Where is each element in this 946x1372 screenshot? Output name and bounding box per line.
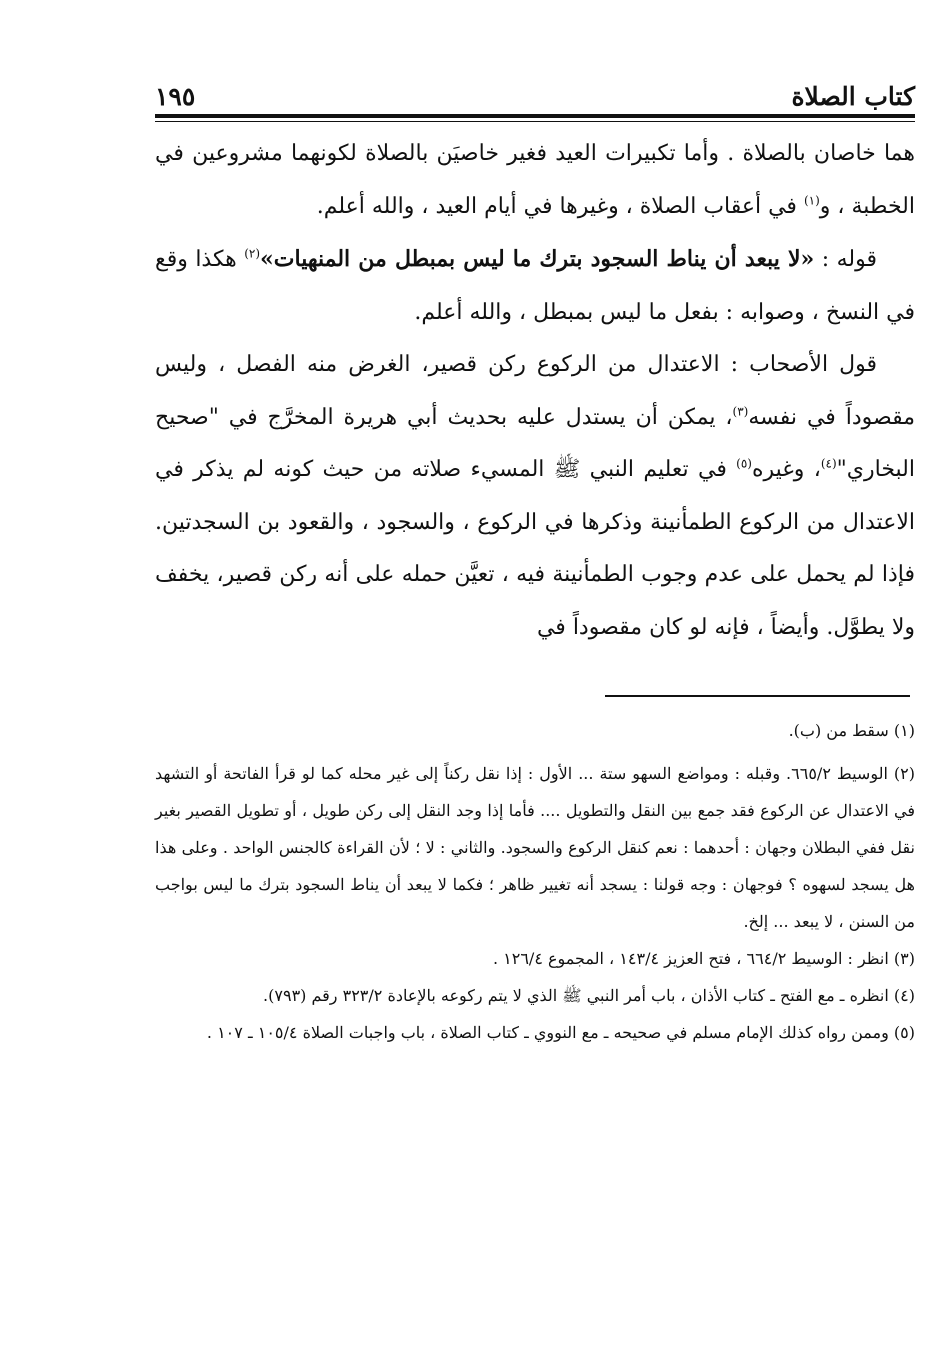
footnote-marker: (٤) [893, 986, 915, 1005]
chapter-title: كتاب الصلاة [791, 82, 915, 111]
paragraph-3-part-c: ، وغيره [751, 457, 821, 482]
footnote-ref-4: (٤) [820, 456, 837, 471]
paragraph-2-lead: قوله : [814, 247, 877, 272]
page-number: ١٩٥ [155, 82, 196, 111]
footnote-2 [155, 755, 915, 940]
paragraph-3-part-a: قول الأصحاب : الاعتدال من الركوع ركن قصير، الغرض منه الفصل ، وليس مقصوداً في نفسه [155, 352, 915, 430]
footnote-marker: (٢) [893, 764, 916, 783]
footnote-ref-2: (٢) [244, 246, 261, 261]
header-rule-thin [155, 121, 915, 122]
paragraph-2 [155, 233, 915, 339]
footnote-ref-5: (٥) [736, 456, 752, 471]
footnote-ref-3: (٣) [732, 404, 749, 419]
footnote-5 [155, 1014, 915, 1051]
footnote-text: وممن رواه كذلك الإمام مسلم في صحيحه ـ مع النووي ـ كتاب الصلاة ، باب واجبات الصلاة ١٠٥/٤ ـ ١٠٧ . [206, 1023, 889, 1042]
header-rule-thick [155, 114, 915, 118]
paragraph-3 [155, 339, 915, 654]
footnote-4 [155, 977, 915, 1014]
paragraph-3-part-b: ، يمكن أن يستدل عليه بحديث أبي هريرة المخرَّج في "صحيح البخاري" [155, 404, 915, 482]
main-text [155, 128, 915, 654]
quoted-text: «لا يبعد أن يناط السجود بترك ما ليس بمبطل من المنهيات» [260, 246, 815, 272]
footnote-text: انظر : الوسيط ٦٦٤/٢ ، فتح العزيز ١٤٣/٤ ، المجموع ١٢٦/٤ . [492, 949, 889, 968]
paragraph-1-tail: في أعقاب الصلاة ، وغيرها في أيام العيد ، والله أعلم. [316, 193, 804, 219]
footnote-text: سقط من (ب). [788, 721, 889, 740]
footnote-text: الوسيط ٦٦٥/٢. وقبله : ومواضع السهو ستة ... الأول : إذا نقل ركناً إلى غير محله كما لو قرأ الفاتحة أو التشهد في الاعتدال عن الركوع فقد جمع بين النقل والتطويل .... فأما إذا وجد النقل إلى ركن طويل ، أو تطويل القصير بغير نقل ففي البطلان وجهان : أحدهما : نعم كنقل الركوع والسجود. والثاني : لا ؛ لأن القراءة كالجنس الواحد . وعلى هذا هل يسجد لسهوه ؟ فوجهان : وجه قولنا : يسجد أنه تغيير ظاهر ؛ فكما لا يبعد أن يناط السجود بترك ما ليس بواجب من السنن ، لا يبعد ... إلخ. [155, 764, 916, 931]
footnote-text: انظره ـ مع الفتح ـ كتاب الأذان ، باب أمر النبي ﷺ الذي لا يتم ركوعه بالإعادة ٣٢٣/٢ رقم (٧٩٣). [263, 986, 889, 1005]
paragraph-3-part-d: في تعليم النبي ﷺ المسيء صلاته من حيث كونه لم يذكر في الاعتدال من الركوع الطمأنينة وذكرها في الركوع ، والسجود ، والقعود بن السجدتين. فإذا لم يحمل على عدم وجوب الطمأنينة فيه ، تعيَّن حمله على أنه ركن قصير، يخفف ولا يطوَّل. وأيضاً ، فإنه لو كان مقصوداً في [155, 457, 915, 640]
footnote-separator [605, 695, 910, 697]
footnote-marker: (٥) [893, 1023, 915, 1042]
footnote-marker: (١) [893, 721, 915, 740]
paragraph-2-tail: هكذا وقع في النسخ ، وصوابه : بفعل ما ليس بمبطل ، والله أعلم. [155, 247, 915, 325]
running-header [155, 80, 915, 112]
footnote-3 [155, 940, 915, 977]
footnote-1 [155, 712, 915, 749]
paragraph-1-text: هما خاصان بالصلاة . وأما تكبيرات العيد فغير خاصيَن بالصلاة لكونهما مشروعين في الخطبة ، و [155, 141, 915, 219]
paragraph-1 [155, 128, 915, 233]
footnote-marker: (٣) [893, 949, 915, 968]
footnotes [155, 712, 915, 1051]
footnote-ref-1: (١) [803, 193, 820, 208]
